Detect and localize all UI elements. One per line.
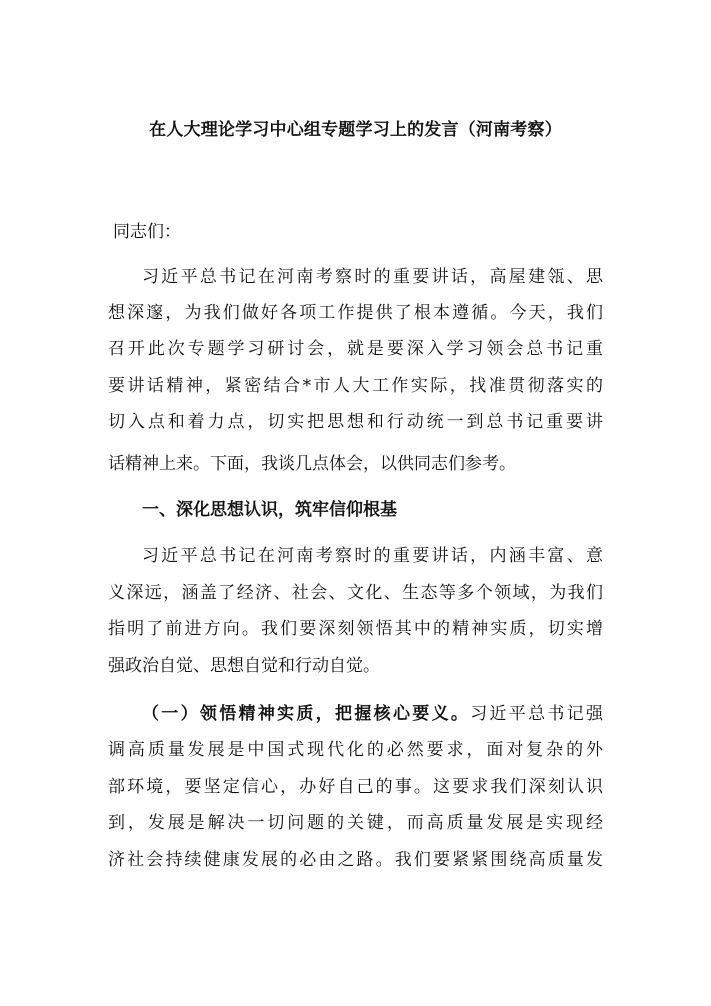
paragraph-1-line-2: 想深邃，为我们做好各项工作提供了根本遵循。今天，我们 [108,303,603,323]
document-title: 在人大理论学习中心组专题学习上的发言（河南考察） [149,120,562,140]
salutation: 同志们： [113,222,181,242]
section-heading-1: 一、深化思想认识，筑牢信仰根基 [142,500,397,520]
paragraph-3-line-2: 调高质量发展是中国式现代化的必然要求，面对复杂的外 [108,740,603,760]
paragraph-3-line-5: 济社会持续健康发展的必由之路。我们要紧紧围绕高质量发 [108,850,603,870]
paragraph-2-line-2: 义深远，涵盖了经济、社会、文化、生态等多个领域，为我们 [108,583,603,603]
paragraph-3-line-4: 到，发展是解决一切问题的关键，而高质量发展是实现经 [108,813,603,833]
paragraph-1-line-6: 话精神上来。下面，我谈几点体会，以供同志们参考。 [108,454,516,474]
paragraph-2-line-4: 强政治自觉、思想自觉和行动自觉。 [108,656,380,676]
paragraph-1-line-1: 习近平总书记在河南考察时的重要讲话，高屋建瓴、思 [142,267,603,287]
paragraph-3-line-1 [142,702,603,726]
paragraph-3-line-1-rest: 习近平总书记强 [470,704,604,724]
paragraph-3-line-3: 部环境，要坚定信心，办好自己的事。这要求我们深刻认识 [108,777,603,797]
paragraph-1-line-3: 召开此次专题学习研讨会，就是要深入学习领会总书记重 [108,339,603,359]
paragraph-2-line-3: 指明了前进方向。我们要深刻领悟其中的精神实质，切实增 [108,619,603,639]
subsection-heading-1: （一）领悟精神实质，把握核心要义。 [142,704,471,724]
paragraph-1-line-4: 要讲话精神，紧密结合*市人大工作实际，找准贯彻落实的 [108,376,603,396]
paragraph-2-line-1: 习近平总书记在河南考察时的重要讲话，内涵丰富、意 [142,546,603,566]
paragraph-1-line-5: 切入点和着力点，切实把思想和行动统一到总书记重要讲 [108,412,603,432]
